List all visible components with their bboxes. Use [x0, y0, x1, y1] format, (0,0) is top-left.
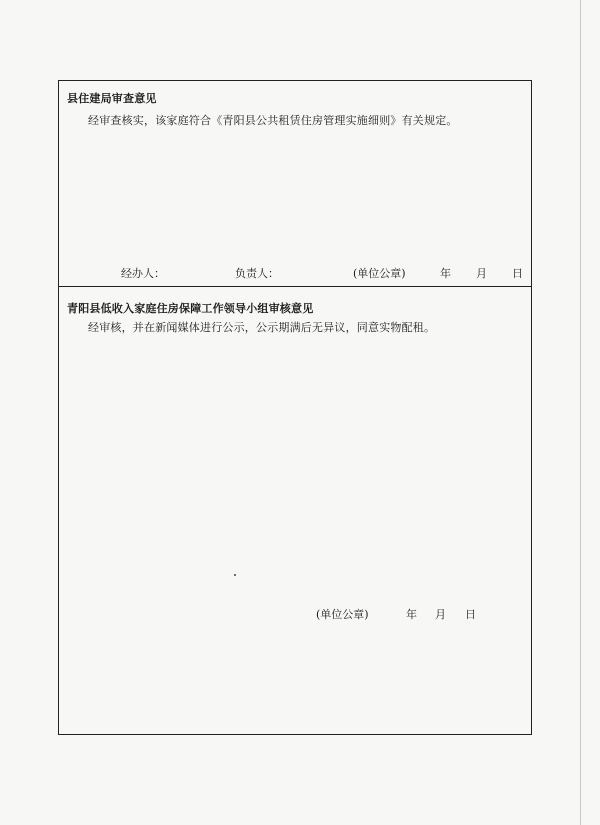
leadership-seal-label: (单位公章) — [316, 608, 369, 621]
leadership-month-label: 月 — [435, 608, 446, 621]
bureau-review-text: 经审查核实，该家庭符合《青阳县公共租赁住房管理实施细则》有关规定。 — [88, 114, 458, 127]
bureau-review-heading: 县住建局审查意见 — [67, 92, 157, 105]
page-edge-line — [580, 0, 581, 825]
leadership-group-review-text: 经审核，并在新闻媒体进行公示，公示期满后无异议，同意实物配租。 — [88, 321, 436, 334]
bureau-seal-label: (单位公章) — [353, 267, 406, 280]
handler-label: 经办人： — [121, 267, 165, 280]
leadership-day-label: 日 — [465, 608, 476, 621]
responsible-person-label: 负责人： — [235, 267, 279, 280]
bureau-year-label: 年 — [440, 267, 451, 280]
leadership-group-review-heading: 青阳县低收入家庭住房保障工作领导小组审核意见 — [67, 302, 314, 315]
scan-speck — [234, 574, 236, 576]
review-form-table — [58, 80, 532, 735]
bureau-day-label: 日 — [512, 267, 523, 280]
leadership-year-label: 年 — [406, 608, 417, 621]
section-divider — [59, 286, 531, 287]
bureau-month-label: 月 — [476, 267, 487, 280]
